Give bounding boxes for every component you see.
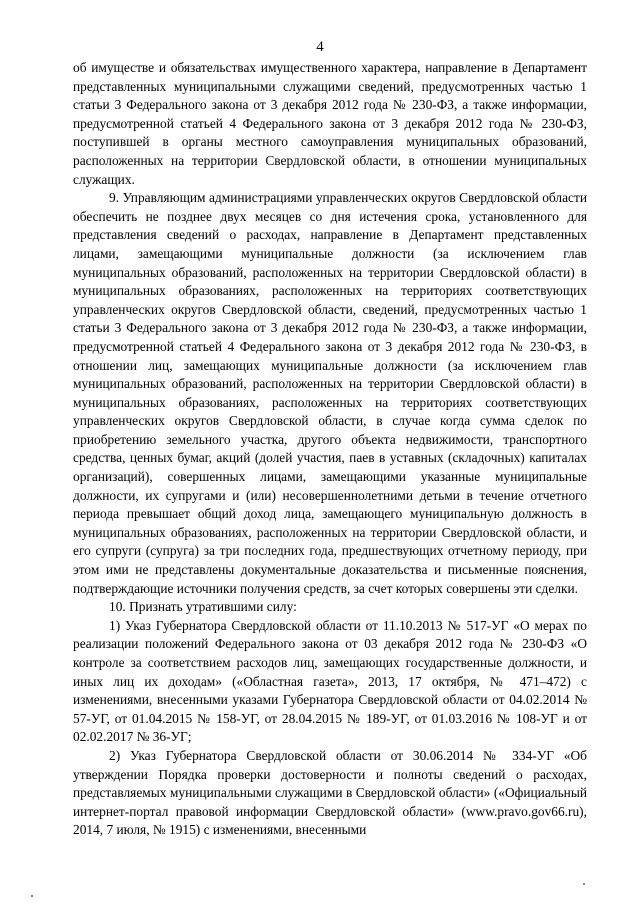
paragraph-item-10-2: 2) Указ Губернатора Свердловской области от 30.06.2014 № 334-УГ «Об утверждении Порядка проверки достоверности и полноты сведений о расходах, представляемых муниципальными служащими в Свердловской области» («Официальный интернет-портал правовой информации Свердловской области» (www.pravo.gov66.ru), 2014, 7 июля, № 1915) с изменениями, внесенными: [73, 747, 587, 838]
paragraph-item-10-1: 1) Указ Губернатора Свердловской области от 11.10.2013 № 517-УГ «О мерах по реализации положений Федерального закона от 03 декабря 2012 года № 230-ФЗ «О контроле за соответствием расходов лиц, замещающих государственные должности, и иных лиц их доходам» («Областная газета», 2013, 17 октября, № 471–472) с изменениями, внесенными указами Губернатора Свердловской области от 04.02.2014 № 57-УГ, от 01.04.2015 № 158-УГ, от 28.04.2015 № 189-УГ, от 01.03.2016 № 108-УГ и от 02.02.2017 № 36-УГ;: [73, 617, 587, 745]
paragraph-item-9: 9. Управляющим администрациями управленческих округов Свердловской области обеспечить не позднее двух месяцев со дня истечения срока, установленного для представления сведений о расходах, направление в Департамент представленных лицами, замещающими муниципальные должности (за исключением глав муниципальных образований, расположенных на территории Свердловской области) в муниципальных образованиях, расположенных на территориях соответствующих управленческих округов Свердловской области, сведений, предусмотренных частью 1 статьи 3 Федерального закона от 3 декабря 2012 года № 230-ФЗ, а также информации, предусмотренной статьей 4 Федерального закона от 3 декабря 2012 года № 230-ФЗ, в отношении лиц, замещающих муниципальные должности (за исключением глав муниципальных образований, расположенных на территории Свердловской области) в муниципальных образованиях, расположенных на территориях соответствующих управленческих округов Свердловской области, в случае когда сумма сделок по приобретению земельного участка, другого объекта недвижимости, транспортного средства, ценных бумаг, акций (долей участия, паев в уставных (складочных) капиталах организаций), совершенных лицами, замещающими указанные муниципальные должности, их супругами и (или) несовершеннолетними детьми в течение отчетного периода превышает общий доход лица, замещающего муниципальную должность в муниципальных образованиях, расположенных на территории Свердловской области, и его супруги (супруга) за три последних года, предшествующих отчетному периоду, при этом ими не представлены документальные доказательства и письменные пояснения, подтверждающие источники получения средств, за счет которых совершены эти сделки.: [73, 190, 587, 596]
page-number: 4: [316, 39, 324, 55]
paragraph-item-10: 10. Признать утратившими силу:: [109, 599, 297, 615]
scan-speck: [31, 895, 33, 897]
scan-speck: [583, 883, 585, 885]
paragraph-continuation: об имуществе и обязательствах имущественного характера, направление в Департамент представленных муниципальными служащими сведений, предусмотренных частью 1 статьи 3 Федерального закона от 3 декабря 2012 года № 230-ФЗ, а также информации, предусмотренной статьей 4 Федерального закона от 3 декабря 2012 года № 230-ФЗ, поступившей в органы местного самоуправления муниципальных образований, расположенных на территории Свердловской области, в отношении муниципальных служащих.: [73, 60, 587, 187]
body-text: [73, 59, 587, 840]
